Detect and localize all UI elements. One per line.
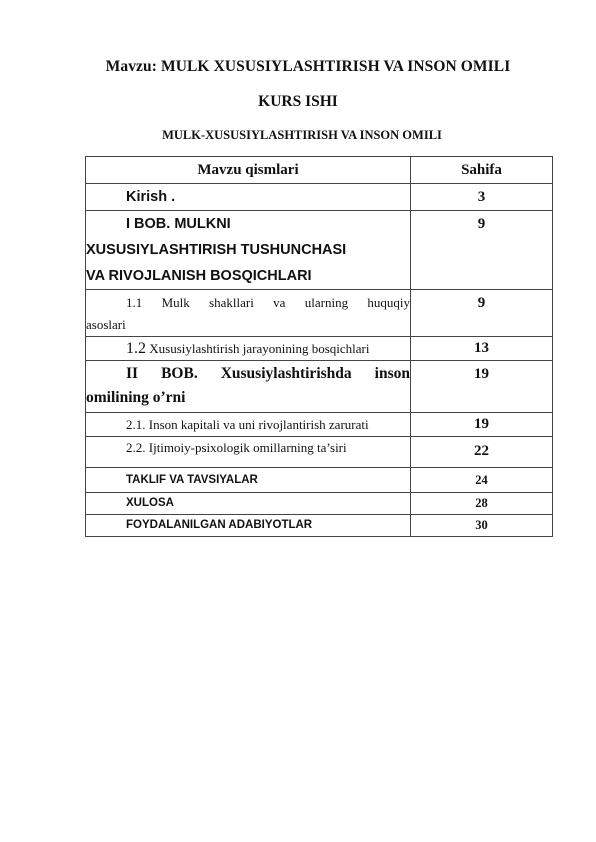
table-row [86,413,553,437]
toc-page-number: 19 [411,361,553,413]
toc-entry-2-1: 2.1. Inson kapitali va uni rivojlantirish zarurati [86,413,411,437]
toc-page-number: 30 [411,515,553,537]
toc-page-number: 22 [411,437,553,468]
table-row [86,361,553,413]
toc-entry-chapter-2 [86,361,411,413]
toc-entry-1-1 [86,290,411,337]
chapter-1-line-1: I BOB. MULKNI [126,216,231,232]
toc-page-number: 13 [411,337,553,361]
chapter-1-line-3: VA RIVOJLANISH BOSQICHLARI [86,268,312,284]
table-of-contents [85,156,553,537]
table-row [86,211,553,290]
entry-1-2-title: Xususiylashtirish jarayonining bosqichlari [149,341,370,356]
table-row [86,337,553,361]
toc-page-number: 19 [411,413,553,437]
table-row [86,468,553,493]
chapter-1-line-2: XUSUSIYLASHTIRISH TUSHUNCHASI [86,242,347,258]
work-subtitle: MULK-XUSUSIYLASHTIRISH VA INSON OMILI [162,128,442,142]
toc-page-number: 28 [411,493,553,515]
table-row [86,437,553,468]
course-label: KURS ISHI [258,93,338,110]
topic-title: Mavzu: MULK XUSUSIYLASHTIRISH VA INSON OMILI [105,58,511,75]
toc-page-number: 9 [411,290,553,337]
toc-entry-chapter-1 [86,211,411,290]
entry-1-1-line-2: asoslari [86,317,126,332]
toc-entry-conclusion: XULOSA [86,493,411,515]
toc-header-topics: Mavzu qismlari [86,157,411,184]
entry-1-1-line-1: 1.1 Mulk shakllari va ularning huquqiy [126,295,410,310]
table-row [86,290,553,337]
table-row [86,493,553,515]
toc-entry-introduction: Kirish . [86,184,411,211]
toc-page-number: 24 [411,468,553,493]
toc-entry-recommendations: TAKLIF VA TAVSIYALAR [86,468,411,493]
entry-1-2-number: 1.2 [126,340,146,357]
table-row [86,515,553,537]
toc-page-number: 3 [411,184,553,211]
toc-header-page: Sahifa [411,157,553,184]
toc-entry-2-2: 2.2. Ijtimoiy-psixologik omillarning ta’siri [86,437,411,468]
toc-entry-1-2 [86,337,411,361]
chapter-2-line-1: II BOB. Xususiylashtirishda inson [126,365,410,382]
chapter-2-line-2: omilining o’rni [86,389,186,406]
toc-entry-references: FOYDALANILGAN ADABIYOTLAR [86,515,411,537]
toc-page-number: 9 [411,211,553,290]
table-row [86,184,553,211]
toc-header-row [86,157,553,184]
